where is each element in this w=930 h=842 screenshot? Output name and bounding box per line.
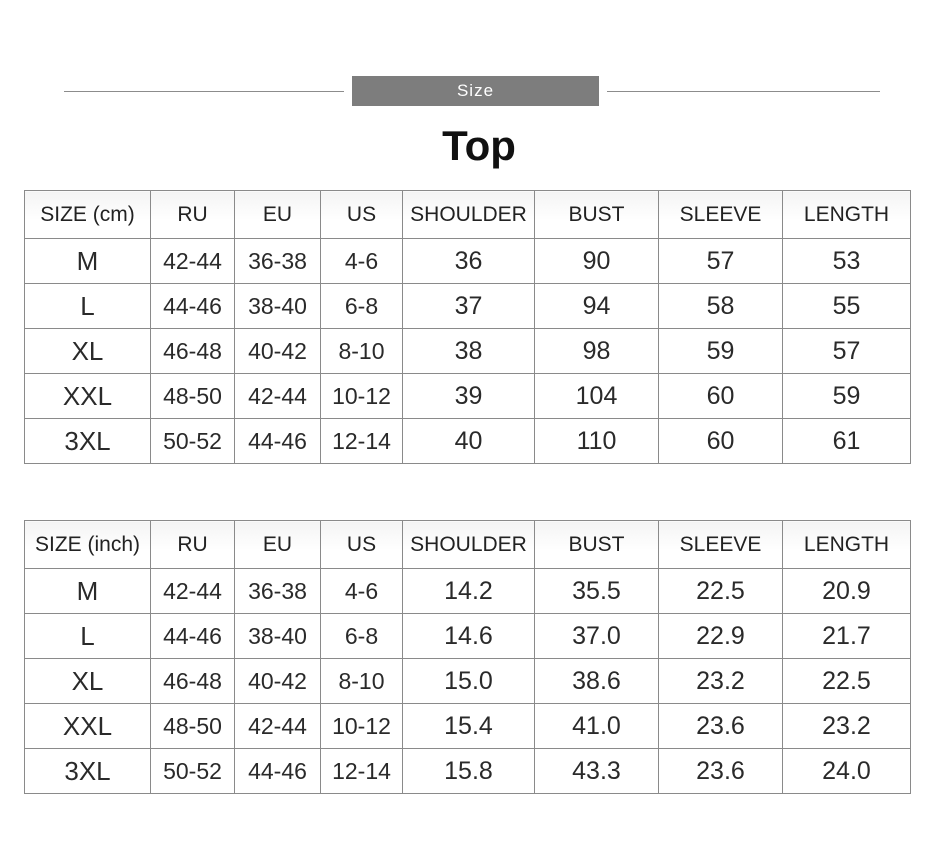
table-row (25, 419, 911, 464)
cell-eu: 38-40 (235, 614, 321, 659)
cell-ru: 44-46 (151, 614, 235, 659)
cell-us: 6-8 (321, 614, 403, 659)
cell-bust: 110 (535, 419, 659, 464)
cell-eu: 36-38 (235, 569, 321, 614)
header-row (25, 191, 911, 239)
cell-eu: 40-42 (235, 329, 321, 374)
header-length: LENGTH (783, 191, 911, 239)
cell-size: M (25, 239, 151, 284)
cell-us: 4-6 (321, 569, 403, 614)
cell-bust: 104 (535, 374, 659, 419)
cell-sleeve: 57 (659, 239, 783, 284)
cell-sleeve: 58 (659, 284, 783, 329)
cell-bust: 90 (535, 239, 659, 284)
table-row (25, 569, 911, 614)
cell-bust: 98 (535, 329, 659, 374)
cell-us: 8-10 (321, 329, 403, 374)
cell-length: 57 (783, 329, 911, 374)
header-us: US (321, 191, 403, 239)
cell-ru: 50-52 (151, 419, 235, 464)
cell-size: XL (25, 329, 151, 374)
cell-eu: 42-44 (235, 374, 321, 419)
table-row (25, 749, 911, 794)
size-banner (64, 76, 880, 106)
cell-ru: 46-48 (151, 659, 235, 704)
header-shoulder: SHOULDER (403, 521, 535, 569)
cell-us: 12-14 (321, 419, 403, 464)
cell-size: XXL (25, 374, 151, 419)
table-row (25, 704, 911, 749)
cell-sleeve: 22.5 (659, 569, 783, 614)
cell-eu: 40-42 (235, 659, 321, 704)
header-shoulder: SHOULDER (403, 191, 535, 239)
cell-shoulder: 38 (403, 329, 535, 374)
table-row (25, 284, 911, 329)
cell-shoulder: 14.2 (403, 569, 535, 614)
cell-eu: 36-38 (235, 239, 321, 284)
cell-shoulder: 15.0 (403, 659, 535, 704)
cell-sleeve: 23.6 (659, 749, 783, 794)
cell-bust: 35.5 (535, 569, 659, 614)
cell-sleeve: 60 (659, 419, 783, 464)
cell-size: 3XL (25, 419, 151, 464)
cell-ru: 50-52 (151, 749, 235, 794)
cell-length: 23.2 (783, 704, 911, 749)
cell-sleeve: 22.9 (659, 614, 783, 659)
cell-us: 12-14 (321, 749, 403, 794)
table-row (25, 239, 911, 284)
table-row (25, 659, 911, 704)
cell-shoulder: 14.6 (403, 614, 535, 659)
cell-length: 20.9 (783, 569, 911, 614)
cell-sleeve: 60 (659, 374, 783, 419)
cell-bust: 37.0 (535, 614, 659, 659)
cell-ru: 46-48 (151, 329, 235, 374)
header-size: SIZE (inch) (25, 521, 151, 569)
cell-eu: 38-40 (235, 284, 321, 329)
cell-size: XL (25, 659, 151, 704)
cell-sleeve: 59 (659, 329, 783, 374)
cell-ru: 42-44 (151, 239, 235, 284)
cell-bust: 41.0 (535, 704, 659, 749)
cell-shoulder: 15.8 (403, 749, 535, 794)
page-title: Top (442, 122, 516, 169)
cell-us: 6-8 (321, 284, 403, 329)
header-eu: EU (235, 191, 321, 239)
cell-ru: 48-50 (151, 374, 235, 419)
cell-us: 10-12 (321, 374, 403, 419)
size-chart-inch (24, 520, 911, 794)
cell-eu: 44-46 (235, 419, 321, 464)
size-chart-cm (24, 190, 911, 464)
cell-size: L (25, 284, 151, 329)
cell-ru: 48-50 (151, 704, 235, 749)
cell-us: 10-12 (321, 704, 403, 749)
cell-size: L (25, 614, 151, 659)
cell-eu: 44-46 (235, 749, 321, 794)
cell-sleeve: 23.6 (659, 704, 783, 749)
cell-ru: 44-46 (151, 284, 235, 329)
size-tag: Size (352, 76, 599, 106)
cell-length: 55 (783, 284, 911, 329)
cell-eu: 42-44 (235, 704, 321, 749)
header-sleeve: SLEEVE (659, 191, 783, 239)
cell-size: M (25, 569, 151, 614)
table-row (25, 329, 911, 374)
table-row (25, 614, 911, 659)
header-us: US (321, 521, 403, 569)
divider-line-right (607, 91, 880, 92)
cell-length: 53 (783, 239, 911, 284)
divider-line-left (64, 91, 344, 92)
header-length: LENGTH (783, 521, 911, 569)
header-sleeve: SLEEVE (659, 521, 783, 569)
header-row (25, 521, 911, 569)
cell-shoulder: 40 (403, 419, 535, 464)
cell-shoulder: 37 (403, 284, 535, 329)
header-bust: BUST (535, 521, 659, 569)
cell-us: 8-10 (321, 659, 403, 704)
cell-ru: 42-44 (151, 569, 235, 614)
cell-length: 59 (783, 374, 911, 419)
cell-sleeve: 23.2 (659, 659, 783, 704)
cell-length: 21.7 (783, 614, 911, 659)
cell-us: 4-6 (321, 239, 403, 284)
header-eu: EU (235, 521, 321, 569)
cell-shoulder: 36 (403, 239, 535, 284)
cell-shoulder: 15.4 (403, 704, 535, 749)
header-ru: RU (151, 191, 235, 239)
cell-length: 61 (783, 419, 911, 464)
cell-bust: 43.3 (535, 749, 659, 794)
table-row (25, 374, 911, 419)
cell-shoulder: 39 (403, 374, 535, 419)
header-bust: BUST (535, 191, 659, 239)
cell-bust: 38.6 (535, 659, 659, 704)
cell-size: XXL (25, 704, 151, 749)
header-size: SIZE (cm) (25, 191, 151, 239)
cell-length: 24.0 (783, 749, 911, 794)
header-ru: RU (151, 521, 235, 569)
cell-bust: 94 (535, 284, 659, 329)
cell-length: 22.5 (783, 659, 911, 704)
cell-size: 3XL (25, 749, 151, 794)
